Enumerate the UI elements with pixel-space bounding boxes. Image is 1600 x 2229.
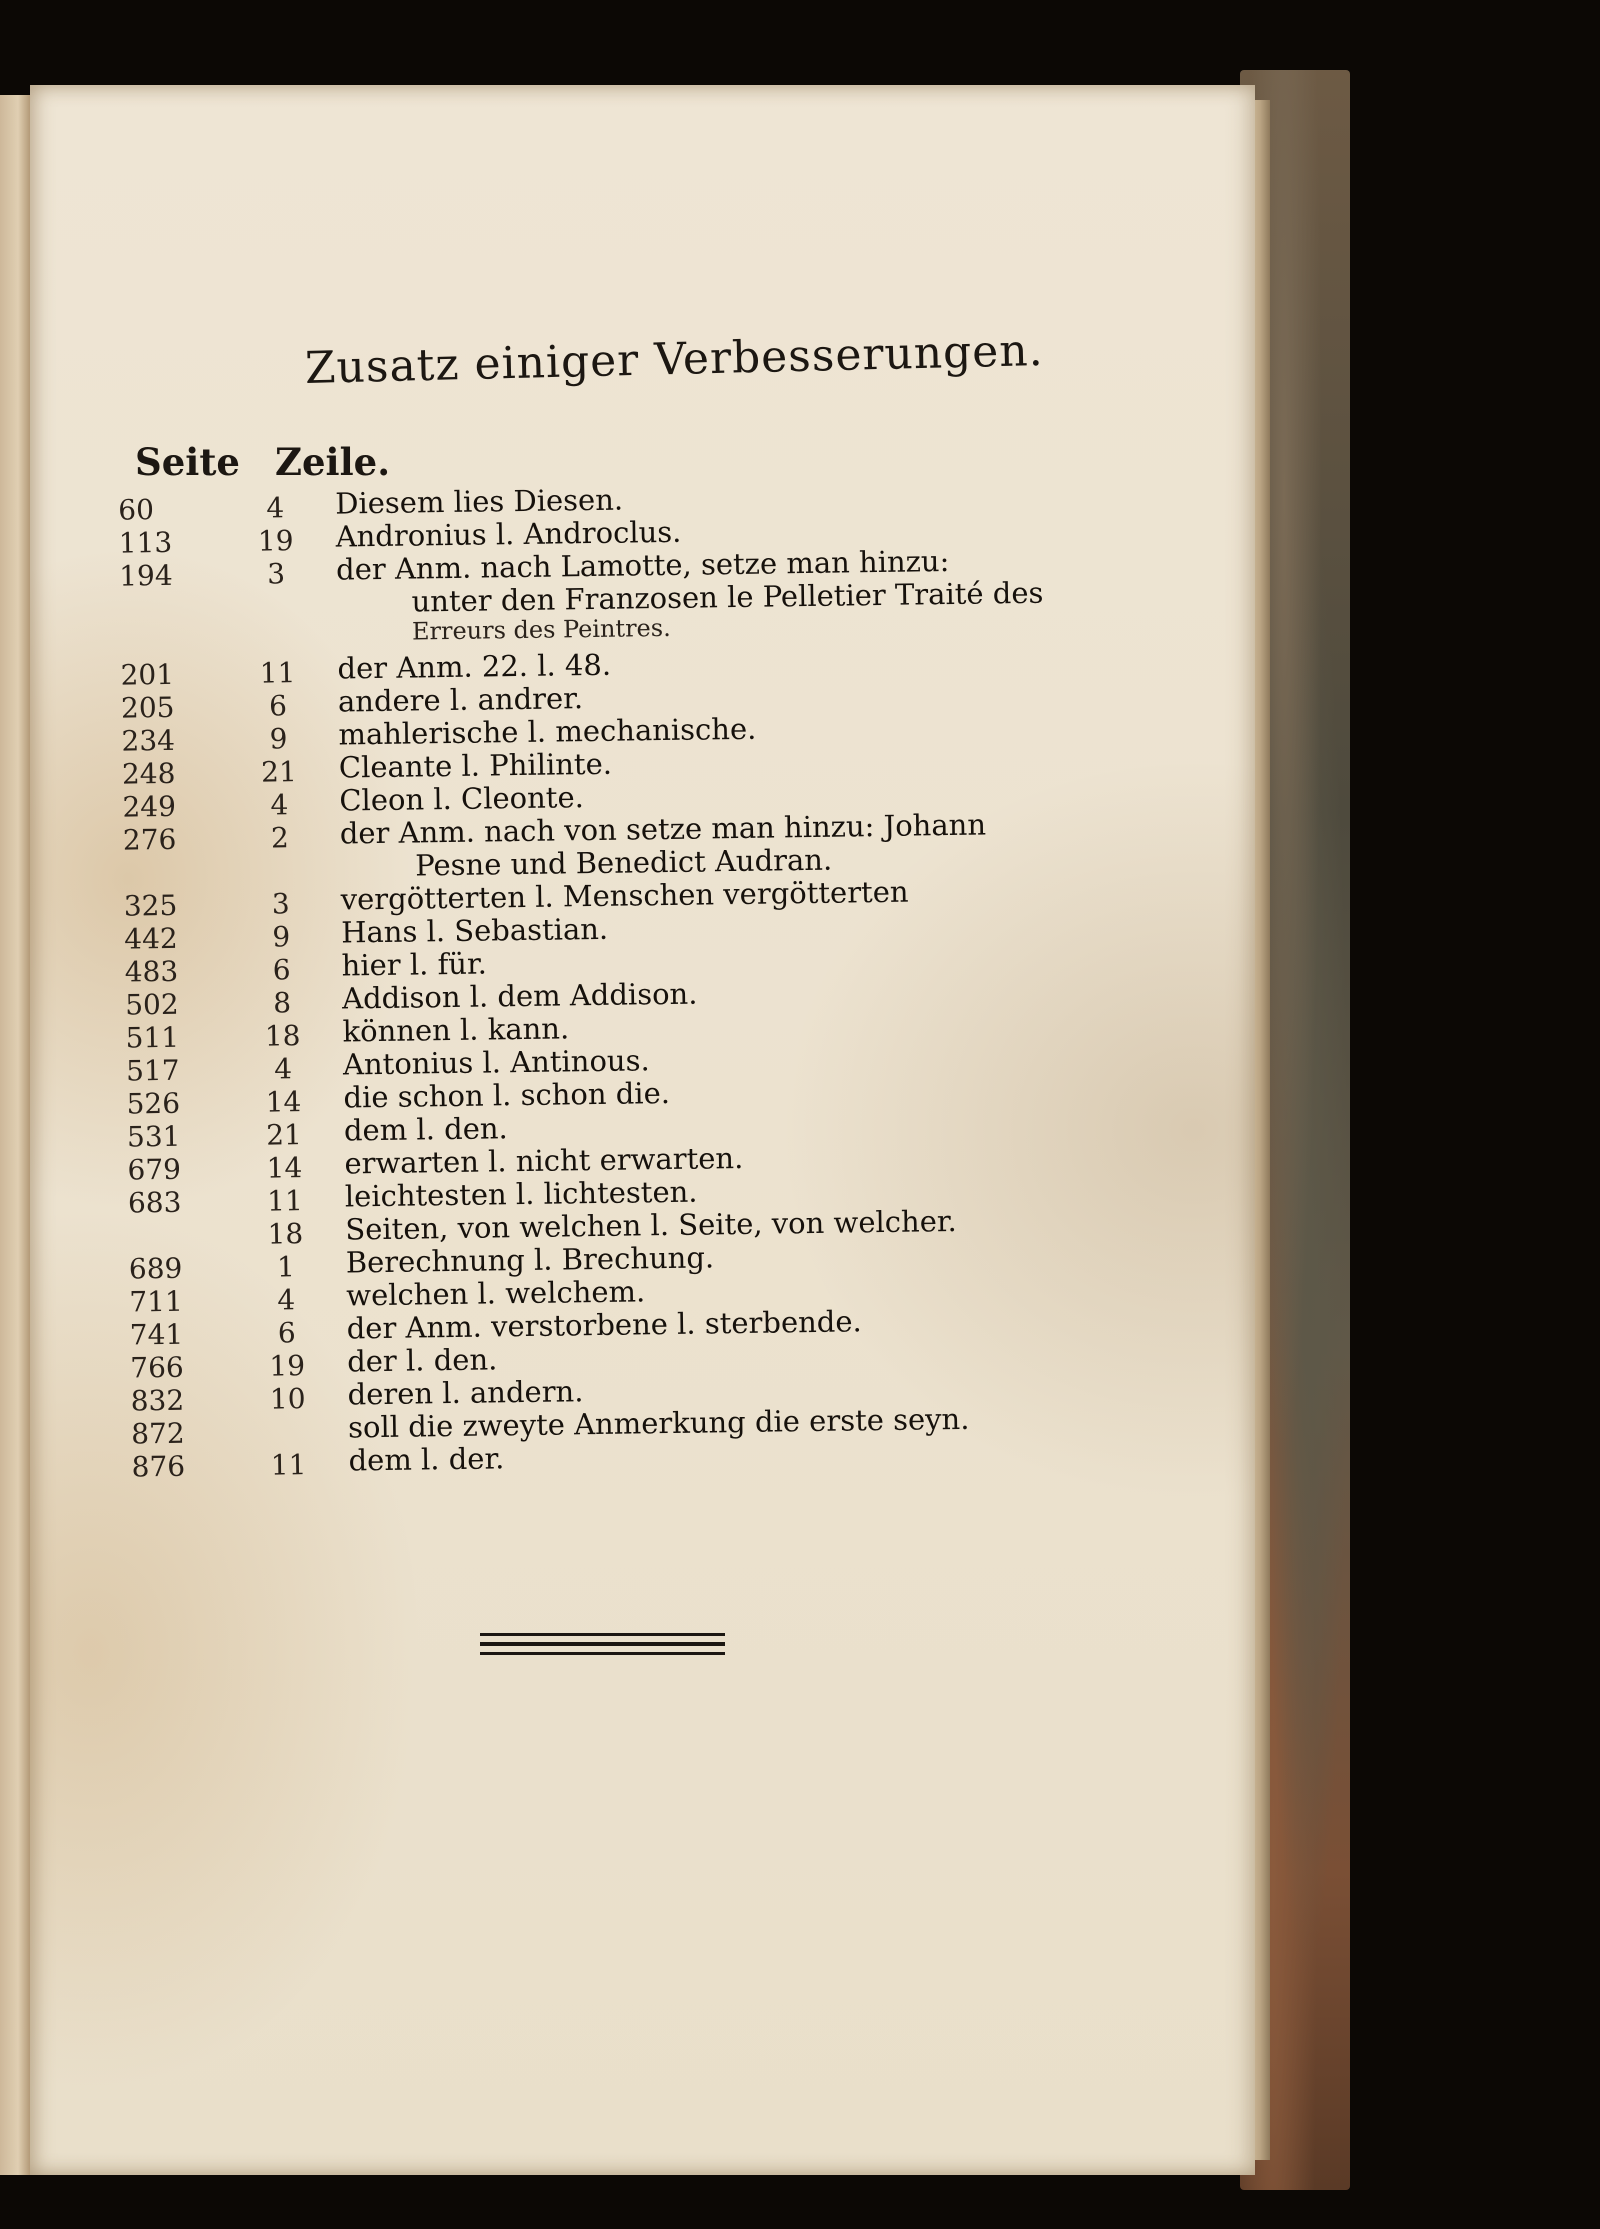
line-number: 4 <box>277 1283 296 1317</box>
page-number: 741 <box>129 1317 184 1352</box>
correction-text: leichtesten l. lichtesten. <box>344 1174 698 1214</box>
closing-rule <box>480 1633 725 1655</box>
correction-text: die schon l. schon die. <box>343 1075 671 1115</box>
line-number: 19 <box>269 1349 306 1383</box>
page-number: 689 <box>128 1251 183 1286</box>
line-number: 6 <box>272 953 291 987</box>
page-number: 679 <box>127 1152 182 1187</box>
line-number: 11 <box>259 656 296 690</box>
line-number: 21 <box>265 1118 303 1152</box>
line-number: 6 <box>277 1316 296 1350</box>
correction-text: dem l. den. <box>343 1111 508 1148</box>
correction-text: Berechnung l. Brechung. <box>345 1240 715 1280</box>
correction-text: Antonius l. Antinous. <box>342 1043 650 1082</box>
correction-text: andere l. andrer. <box>337 681 584 719</box>
book-page <box>30 85 1255 2175</box>
correction-text: der l. den. <box>346 1342 498 1379</box>
page-number: 766 <box>130 1350 184 1385</box>
page-number: 526 <box>126 1086 181 1121</box>
page-number: 249 <box>122 789 177 824</box>
line-number: 4 <box>266 491 285 525</box>
line-number <box>258 1415 318 1416</box>
errata-list <box>30 474 1269 1484</box>
correction-text: dem l. der. <box>348 1441 505 1478</box>
page-number: 325 <box>123 888 178 923</box>
line-number: 11 <box>266 1184 303 1218</box>
line-number: 9 <box>272 920 291 954</box>
line-number: 11 <box>270 1448 307 1482</box>
line-number: 18 <box>267 1217 304 1251</box>
correction-text: der Anm. 22. l. 48. <box>337 647 612 686</box>
page-number: 248 <box>121 756 176 791</box>
page-number: 60 <box>118 493 155 527</box>
line-number: 6 <box>268 689 288 723</box>
correction-text: Diesem lies Diesen. <box>334 482 624 521</box>
page-number: 205 <box>120 690 175 725</box>
line-number: 4 <box>273 1052 293 1086</box>
page-number: 683 <box>127 1185 182 1220</box>
correction-text: der Anm. verstorbene l. sterbende. <box>346 1304 862 1346</box>
correction-continuation: unter den Franzosen le Pelletier Traité des <box>411 575 1044 619</box>
correction-text: der Anm. nach von setze man hinzu: Johann <box>339 807 987 851</box>
page-number: 531 <box>126 1119 181 1154</box>
page-number: 483 <box>124 954 179 989</box>
line-number: 9 <box>269 722 288 756</box>
line-number: 8 <box>273 986 292 1020</box>
line-number: 14 <box>266 1151 303 1185</box>
line-number: 19 <box>257 524 294 558</box>
page-number: 194 <box>118 558 173 593</box>
correction-text: Andronius l. Androclus. <box>335 514 682 554</box>
line-number: 3 <box>271 887 290 921</box>
page-number: 113 <box>118 525 173 560</box>
correction-continuation: Pesne und Benedict Audran. <box>415 842 833 883</box>
page-number: 876 <box>131 1449 186 1484</box>
line-number: 18 <box>264 1019 301 1053</box>
correction-text: können l. kann. <box>342 1011 570 1049</box>
correction-text: erwarten l. nicht erwarten. <box>344 1140 744 1181</box>
correction-text: Hans l. Sebastian. <box>340 911 609 950</box>
line-number: 14 <box>265 1085 302 1119</box>
correction-text: Cleante l. Philinte. <box>338 746 613 785</box>
page-number: 517 <box>125 1053 180 1088</box>
correction-text: hier l. für. <box>341 946 488 983</box>
page-number: 234 <box>121 723 176 758</box>
correction-text: soll die zweyte Anmerkung die erste seyn. <box>347 1401 970 1445</box>
correction-text: vergötterten l. Menschen vergötterten <box>340 874 909 917</box>
correction-continuation: Erreurs des Peintres. <box>411 613 671 646</box>
correction-text: Seiten, von welchen l. Seite, von welcher. <box>345 1203 957 1247</box>
line-number: 3 <box>267 557 286 591</box>
correction-text: welchen l. welchem. <box>346 1274 646 1313</box>
page-number: 442 <box>124 921 178 956</box>
page-number: 872 <box>130 1416 185 1451</box>
page-number <box>128 1218 228 1219</box>
correction-text: Cleon l. Cleonte. <box>339 780 585 818</box>
page-number: 832 <box>130 1383 185 1418</box>
line-number: 21 <box>260 755 297 789</box>
page-number: 511 <box>125 1020 180 1055</box>
correction-text: Addison l. dem Addison. <box>341 976 698 1016</box>
line-number: 1 <box>276 1250 296 1284</box>
page-number: 711 <box>129 1284 184 1319</box>
line-number: 10 <box>269 1382 306 1416</box>
page-number: 201 <box>120 657 175 692</box>
line-number: 2 <box>270 821 290 855</box>
column-header-zeile: Zeile. <box>275 440 391 484</box>
errata-entry <box>31 540 1257 656</box>
page-title: Zusatz einiger Verbesserungen. <box>304 324 1045 394</box>
correction-text: deren l. andern. <box>347 1374 584 1412</box>
facing-page-edge <box>0 95 30 2175</box>
page-number: 276 <box>122 822 177 857</box>
column-header-seite: Seite <box>135 440 240 484</box>
correction-text: mahlerische l. mechanische. <box>338 711 757 752</box>
correction-text: der Anm. nach Lamotte, setze man hinzu: <box>335 544 950 587</box>
line-number: 4 <box>270 788 289 822</box>
page-number: 502 <box>124 987 179 1022</box>
